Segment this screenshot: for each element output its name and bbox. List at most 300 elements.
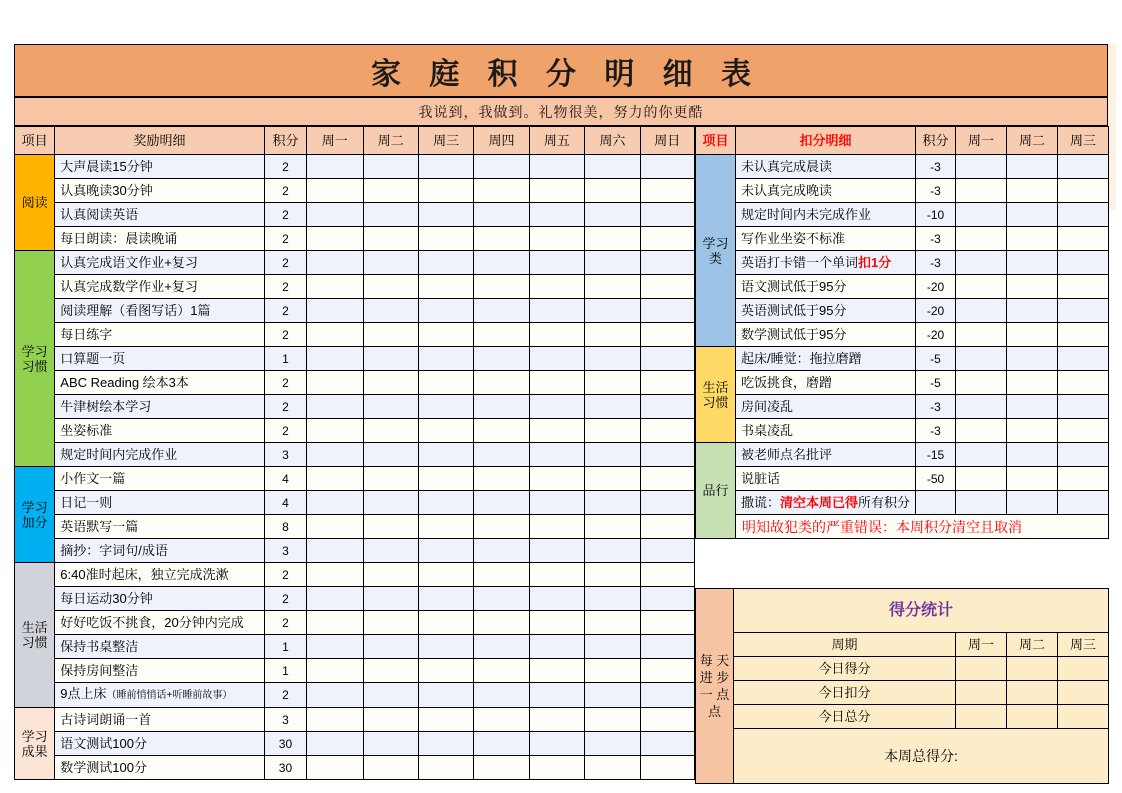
deduction-day-cell[interactable] (956, 395, 1007, 419)
reward-day-cell[interactable] (418, 732, 473, 756)
reward-day-cell[interactable] (363, 323, 418, 347)
reward-day-cell[interactable] (307, 491, 363, 515)
deduction-points-cell: -50 (916, 467, 956, 491)
deduction-day-cell[interactable] (1058, 491, 1109, 515)
reward-day-cell[interactable] (585, 611, 640, 635)
reward-day-cell[interactable] (585, 155, 640, 179)
reward-day-cell[interactable] (640, 708, 694, 732)
deduction-table (695, 126, 1109, 539)
reward-day-cell[interactable] (363, 587, 418, 611)
reward-detail-cell: 每日朗读：晨读晚诵 (55, 227, 265, 251)
reward-day-cell[interactable] (585, 659, 640, 683)
deduction-points-cell: -20 (916, 275, 956, 299)
reward-day-cell[interactable] (363, 515, 418, 539)
reward-day-cell[interactable] (363, 299, 418, 323)
reward-day-cell[interactable] (585, 587, 640, 611)
deduction-day-cell[interactable] (956, 419, 1007, 443)
reward-detail-cell: 语文测试100分 (55, 732, 265, 756)
deduction-detail-cell: 起床/睡觉：拖拉磨蹭 (736, 347, 916, 371)
deduction-day-cell[interactable] (1058, 275, 1109, 299)
reward-day-cell[interactable] (307, 563, 363, 587)
deduction-day-cell[interactable] (1058, 323, 1109, 347)
reward-day-cell[interactable] (585, 179, 640, 203)
deduction-col-header-4: 周二 (1007, 127, 1058, 155)
deduction-day-cell[interactable] (1007, 275, 1058, 299)
reward-day-cell[interactable] (585, 395, 640, 419)
reward-day-cell[interactable] (307, 708, 363, 732)
reward-col-header-8: 周六 (585, 127, 640, 155)
reward-day-cell[interactable] (529, 683, 584, 708)
deduction-points-cell: -3 (916, 155, 956, 179)
sheet-title-bar (14, 44, 1108, 98)
reward-day-cell[interactable] (363, 155, 418, 179)
reward-day-cell[interactable] (529, 275, 584, 299)
reward-day-cell[interactable] (307, 251, 363, 275)
reward-day-cell[interactable] (418, 395, 473, 419)
deduction-table-container (695, 126, 1108, 539)
deduction-day-cell[interactable] (1058, 419, 1109, 443)
reward-day-cell[interactable] (307, 515, 363, 539)
deduction-day-cell[interactable] (1007, 371, 1058, 395)
reward-day-cell[interactable] (529, 443, 584, 467)
reward-row (15, 635, 695, 659)
reward-day-cell[interactable] (418, 275, 473, 299)
reward-day-cell[interactable] (529, 467, 584, 491)
deduction-day-cell[interactable] (956, 251, 1007, 275)
reward-day-cell[interactable] (307, 587, 363, 611)
reward-day-cell[interactable] (307, 467, 363, 491)
deduction-day-cell[interactable] (956, 491, 1007, 515)
stats-value-cell[interactable] (1007, 657, 1058, 681)
reward-detail-cell: 数学测试100分 (55, 756, 265, 780)
reward-day-cell[interactable] (529, 708, 584, 732)
reward-day-cell[interactable] (474, 683, 529, 708)
reward-day-cell[interactable] (474, 732, 529, 756)
deduction-detail-cell: 说脏话 (736, 467, 916, 491)
deduction-row (696, 371, 1109, 395)
reward-day-cell[interactable] (640, 155, 694, 179)
reward-day-cell[interactable] (474, 419, 529, 443)
reward-points-cell: 2 (264, 323, 306, 347)
reward-day-cell[interactable] (474, 708, 529, 732)
deduction-day-cell[interactable] (956, 179, 1007, 203)
reward-day-cell[interactable] (418, 611, 473, 635)
reward-day-cell[interactable] (640, 659, 694, 683)
reward-day-cell[interactable] (585, 491, 640, 515)
reward-day-cell[interactable] (640, 756, 694, 780)
deduction-day-cell[interactable] (956, 155, 1007, 179)
reward-day-cell[interactable] (474, 179, 529, 203)
deduction-day-cell[interactable] (1007, 347, 1058, 371)
reward-day-cell[interactable] (529, 635, 584, 659)
reward-points-cell: 2 (264, 179, 306, 203)
reward-day-cell[interactable] (640, 611, 694, 635)
reward-day-cell[interactable] (640, 203, 694, 227)
reward-day-cell[interactable] (418, 491, 473, 515)
deduction-day-cell[interactable] (1007, 155, 1058, 179)
reward-day-cell[interactable] (640, 563, 694, 587)
reward-day-cell[interactable] (307, 299, 363, 323)
reward-day-cell[interactable] (307, 323, 363, 347)
reward-day-cell[interactable] (474, 611, 529, 635)
reward-day-cell[interactable] (640, 491, 694, 515)
reward-day-cell[interactable] (529, 227, 584, 251)
deduction-day-cell[interactable] (1007, 203, 1058, 227)
reward-day-cell[interactable] (585, 275, 640, 299)
reward-day-cell[interactable] (418, 323, 473, 347)
reward-detail-cell: 6:40准时起床，独立完成洗漱 (55, 563, 265, 587)
reward-day-cell[interactable] (640, 395, 694, 419)
deduction-day-cell[interactable] (956, 371, 1007, 395)
reward-day-cell[interactable] (363, 635, 418, 659)
deduction-day-cell[interactable] (1007, 443, 1058, 467)
reward-day-cell[interactable] (363, 275, 418, 299)
reward-day-cell[interactable] (474, 251, 529, 275)
stats-title-row (696, 589, 1109, 633)
reward-day-cell[interactable] (640, 275, 694, 299)
deduction-detail-cell: 未认真完成晚读 (736, 179, 916, 203)
deduction-day-cell[interactable] (1058, 155, 1109, 179)
reward-detail-cell: 坐姿标准 (55, 419, 265, 443)
reward-day-cell[interactable] (363, 203, 418, 227)
reward-day-cell[interactable] (529, 371, 584, 395)
reward-day-cell[interactable] (363, 179, 418, 203)
reward-day-cell[interactable] (307, 227, 363, 251)
deduction-day-cell[interactable] (1058, 179, 1109, 203)
reward-day-cell[interactable] (585, 299, 640, 323)
reward-day-cell[interactable] (418, 251, 473, 275)
reward-day-cell[interactable] (585, 371, 640, 395)
reward-day-cell[interactable] (307, 683, 363, 708)
stats-value-cell[interactable] (1007, 681, 1058, 705)
deduction-day-cell[interactable] (956, 227, 1007, 251)
reward-day-cell[interactable] (640, 347, 694, 371)
reward-day-cell[interactable] (474, 587, 529, 611)
reward-day-cell[interactable] (474, 659, 529, 683)
reward-row (15, 371, 695, 395)
deduction-day-cell[interactable] (956, 467, 1007, 491)
reward-day-cell[interactable] (418, 635, 473, 659)
reward-day-cell[interactable] (474, 395, 529, 419)
stats-value-cell[interactable] (956, 657, 1007, 681)
reward-day-cell[interactable] (307, 203, 363, 227)
reward-day-cell[interactable] (474, 203, 529, 227)
reward-day-cell[interactable] (363, 371, 418, 395)
reward-day-cell[interactable] (474, 515, 529, 539)
reward-day-cell[interactable] (474, 371, 529, 395)
reward-day-cell[interactable] (529, 539, 584, 563)
reward-day-cell[interactable] (640, 179, 694, 203)
reward-day-cell[interactable] (640, 467, 694, 491)
reward-day-cell[interactable] (474, 299, 529, 323)
reward-day-cell[interactable] (529, 179, 584, 203)
deduction-day-cell[interactable] (1058, 251, 1109, 275)
reward-day-cell[interactable] (585, 539, 640, 563)
deduction-row (696, 251, 1109, 275)
reward-day-cell[interactable] (307, 155, 363, 179)
reward-col-header-7: 周五 (529, 127, 584, 155)
reward-day-cell[interactable] (418, 683, 473, 708)
deduction-day-cell[interactable] (1058, 347, 1109, 371)
reward-day-cell[interactable] (363, 467, 418, 491)
reward-day-cell[interactable] (529, 395, 584, 419)
deduction-day-cell[interactable] (1007, 395, 1058, 419)
deduction-day-cell[interactable] (1007, 323, 1058, 347)
deduction-day-cell[interactable] (956, 299, 1007, 323)
deduction-warning-text: 明知故犯类的严重错误：本周积分清空且取消 (736, 515, 1109, 539)
reward-day-cell[interactable] (640, 539, 694, 563)
reward-day-cell[interactable] (474, 155, 529, 179)
reward-day-cell[interactable] (418, 227, 473, 251)
reward-day-cell[interactable] (585, 563, 640, 587)
deduction-detail-cell: 未认真完成晨读 (736, 155, 916, 179)
reward-day-cell[interactable] (418, 587, 473, 611)
reward-row (15, 539, 695, 563)
reward-day-cell[interactable] (363, 251, 418, 275)
reward-day-cell[interactable] (585, 347, 640, 371)
deduction-row (696, 323, 1109, 347)
reward-day-cell[interactable] (529, 756, 584, 780)
reward-day-cell[interactable] (529, 155, 584, 179)
reward-points-cell: 1 (264, 347, 306, 371)
reward-day-cell[interactable] (640, 683, 694, 708)
reward-day-cell[interactable] (363, 491, 418, 515)
reward-day-cell[interactable] (640, 587, 694, 611)
reward-day-cell[interactable] (529, 347, 584, 371)
reward-day-cell[interactable] (363, 611, 418, 635)
reward-points-cell: 2 (264, 563, 306, 587)
reward-points-cell: 1 (264, 659, 306, 683)
reward-day-cell[interactable] (474, 491, 529, 515)
reward-day-cell[interactable] (585, 708, 640, 732)
reward-day-cell[interactable] (474, 467, 529, 491)
reward-col-header-3: 周一 (307, 127, 363, 155)
reward-day-cell[interactable] (363, 419, 418, 443)
reward-points-cell: 2 (264, 299, 306, 323)
deduction-detail-cell: 英语打卡错一个单词扣1分 (736, 251, 916, 275)
reward-day-cell[interactable] (640, 443, 694, 467)
deduction-day-cell[interactable] (1058, 395, 1109, 419)
reward-day-cell[interactable] (363, 563, 418, 587)
deduction-row (696, 203, 1109, 227)
deduction-day-cell[interactable] (956, 275, 1007, 299)
deduction-day-cell[interactable] (1058, 203, 1109, 227)
reward-row (15, 347, 695, 371)
reward-row (15, 467, 695, 491)
reward-row (15, 732, 695, 756)
reward-col-header-5: 周三 (418, 127, 473, 155)
reward-day-cell[interactable] (307, 371, 363, 395)
reward-day-cell[interactable] (363, 227, 418, 251)
deduction-points-cell: -3 (916, 395, 956, 419)
deduction-day-cell[interactable] (956, 443, 1007, 467)
reward-day-cell[interactable] (307, 611, 363, 635)
reward-day-cell[interactable] (418, 515, 473, 539)
deduction-day-cell[interactable] (1058, 299, 1109, 323)
reward-day-cell[interactable] (474, 227, 529, 251)
deduction-day-cell[interactable] (956, 323, 1007, 347)
reward-day-cell[interactable] (363, 756, 418, 780)
reward-day-cell[interactable] (418, 299, 473, 323)
reward-day-cell[interactable] (307, 179, 363, 203)
deduction-day-cell[interactable] (1007, 179, 1058, 203)
reward-day-cell[interactable] (585, 323, 640, 347)
reward-day-cell[interactable] (418, 155, 473, 179)
deduction-day-cell[interactable] (1007, 251, 1058, 275)
reward-day-cell[interactable] (529, 659, 584, 683)
reward-detail-cell: 认真完成数学作业+复习 (55, 275, 265, 299)
reward-day-cell[interactable] (640, 323, 694, 347)
reward-day-cell[interactable] (474, 635, 529, 659)
deduction-day-cell[interactable] (1058, 371, 1109, 395)
reward-day-cell[interactable] (585, 635, 640, 659)
reward-day-cell[interactable] (363, 539, 418, 563)
stats-value-cell[interactable] (956, 681, 1007, 705)
deduction-day-cell[interactable] (1007, 491, 1058, 515)
reward-day-cell[interactable] (585, 467, 640, 491)
reward-day-cell[interactable] (640, 635, 694, 659)
reward-day-cell[interactable] (585, 756, 640, 780)
deduction-points-cell (916, 491, 956, 515)
reward-day-cell[interactable] (474, 443, 529, 467)
reward-day-cell[interactable] (363, 708, 418, 732)
reward-day-cell[interactable] (474, 275, 529, 299)
deduction-row (696, 443, 1109, 467)
reward-day-cell[interactable] (585, 227, 640, 251)
reward-day-cell[interactable] (363, 683, 418, 708)
stats-value-cell[interactable] (1058, 657, 1109, 681)
reward-day-cell[interactable] (418, 563, 473, 587)
reward-day-cell[interactable] (529, 299, 584, 323)
reward-day-cell[interactable] (585, 203, 640, 227)
stats-side-label: 每 天 进 步 一 点 点 (696, 589, 734, 784)
reward-day-cell[interactable] (307, 419, 363, 443)
deduction-day-cell[interactable] (1058, 443, 1109, 467)
stats-row-label-1: 今日扣分 (734, 681, 956, 705)
reward-day-cell[interactable] (585, 251, 640, 275)
stats-title: 得分统计 (734, 589, 1109, 633)
reward-day-cell[interactable] (307, 443, 363, 467)
reward-row (15, 419, 695, 443)
stats-value-cell[interactable] (1058, 681, 1109, 705)
reward-day-cell[interactable] (307, 756, 363, 780)
reward-day-cell[interactable] (585, 443, 640, 467)
reward-day-cell[interactable] (307, 395, 363, 419)
reward-row (15, 251, 695, 275)
reward-day-cell[interactable] (529, 203, 584, 227)
reward-day-cell[interactable] (474, 756, 529, 780)
reward-day-cell[interactable] (418, 347, 473, 371)
deduction-category-1: 生活习惯 (696, 347, 736, 443)
reward-day-cell[interactable] (363, 347, 418, 371)
reward-day-cell[interactable] (529, 563, 584, 587)
reward-day-cell[interactable] (418, 443, 473, 467)
deduction-day-cell[interactable] (1007, 467, 1058, 491)
reward-day-cell[interactable] (640, 732, 694, 756)
deduction-day-cell[interactable] (1058, 227, 1109, 251)
reward-day-cell[interactable] (585, 732, 640, 756)
score-stats-container (695, 588, 1108, 784)
reward-day-cell[interactable] (529, 587, 584, 611)
reward-day-cell[interactable] (418, 419, 473, 443)
reward-day-cell[interactable] (418, 467, 473, 491)
reward-day-cell[interactable] (363, 659, 418, 683)
reward-day-cell[interactable] (640, 299, 694, 323)
stats-value-cell[interactable] (956, 705, 1007, 729)
reward-day-cell[interactable] (474, 347, 529, 371)
reward-day-cell[interactable] (585, 515, 640, 539)
reward-day-cell[interactable] (418, 371, 473, 395)
reward-day-cell[interactable] (529, 251, 584, 275)
deduction-day-cell[interactable] (1058, 467, 1109, 491)
reward-day-cell[interactable] (307, 732, 363, 756)
reward-day-cell[interactable] (529, 491, 584, 515)
stats-row (696, 657, 1109, 681)
stats-value-cell[interactable] (1007, 705, 1058, 729)
reward-day-cell[interactable] (474, 563, 529, 587)
reward-row (15, 179, 695, 203)
reward-day-cell[interactable] (418, 756, 473, 780)
stats-value-cell[interactable] (1058, 705, 1109, 729)
deduction-day-cell[interactable] (956, 347, 1007, 371)
reward-day-cell[interactable] (307, 539, 363, 563)
reward-points-cell: 4 (264, 467, 306, 491)
deduction-row (696, 227, 1109, 251)
reward-day-cell[interactable] (363, 395, 418, 419)
reward-detail-cell: 大声晨读15分钟 (55, 155, 265, 179)
reward-day-cell[interactable] (529, 732, 584, 756)
reward-day-cell[interactable] (307, 635, 363, 659)
reward-day-cell[interactable] (640, 371, 694, 395)
reward-points-cell: 2 (264, 395, 306, 419)
reward-points-cell: 30 (264, 756, 306, 780)
reward-day-cell[interactable] (640, 515, 694, 539)
reward-day-cell[interactable] (585, 419, 640, 443)
reward-day-cell[interactable] (363, 443, 418, 467)
reward-row (15, 227, 695, 251)
reward-day-cell[interactable] (474, 323, 529, 347)
reward-day-cell[interactable] (418, 708, 473, 732)
reward-points-cell: 2 (264, 155, 306, 179)
deduction-day-cell[interactable] (1007, 419, 1058, 443)
reward-day-cell[interactable] (418, 203, 473, 227)
reward-day-cell[interactable] (307, 275, 363, 299)
reward-day-cell[interactable] (585, 683, 640, 708)
reward-day-cell[interactable] (529, 611, 584, 635)
deduction-day-cell[interactable] (1007, 227, 1058, 251)
reward-day-cell[interactable] (307, 347, 363, 371)
deduction-day-cell[interactable] (1007, 299, 1058, 323)
reward-day-cell[interactable] (363, 732, 418, 756)
reward-day-cell[interactable] (640, 251, 694, 275)
reward-day-cell[interactable] (640, 419, 694, 443)
reward-day-cell[interactable] (529, 419, 584, 443)
reward-day-cell[interactable] (529, 323, 584, 347)
reward-day-cell[interactable] (474, 539, 529, 563)
reward-day-cell[interactable] (307, 659, 363, 683)
stats-col-header-1: 周一 (956, 633, 1007, 657)
reward-day-cell[interactable] (418, 539, 473, 563)
reward-day-cell[interactable] (418, 659, 473, 683)
stats-row (696, 681, 1109, 705)
deduction-detail-cell: 数学测试低于95分 (736, 323, 916, 347)
reward-day-cell[interactable] (640, 227, 694, 251)
deduction-day-cell[interactable] (956, 203, 1007, 227)
reward-detail-cell: 口算题一页 (55, 347, 265, 371)
reward-detail-cell: 牛津树绘本学习 (55, 395, 265, 419)
reward-day-cell[interactable] (418, 179, 473, 203)
reward-day-cell[interactable] (529, 515, 584, 539)
